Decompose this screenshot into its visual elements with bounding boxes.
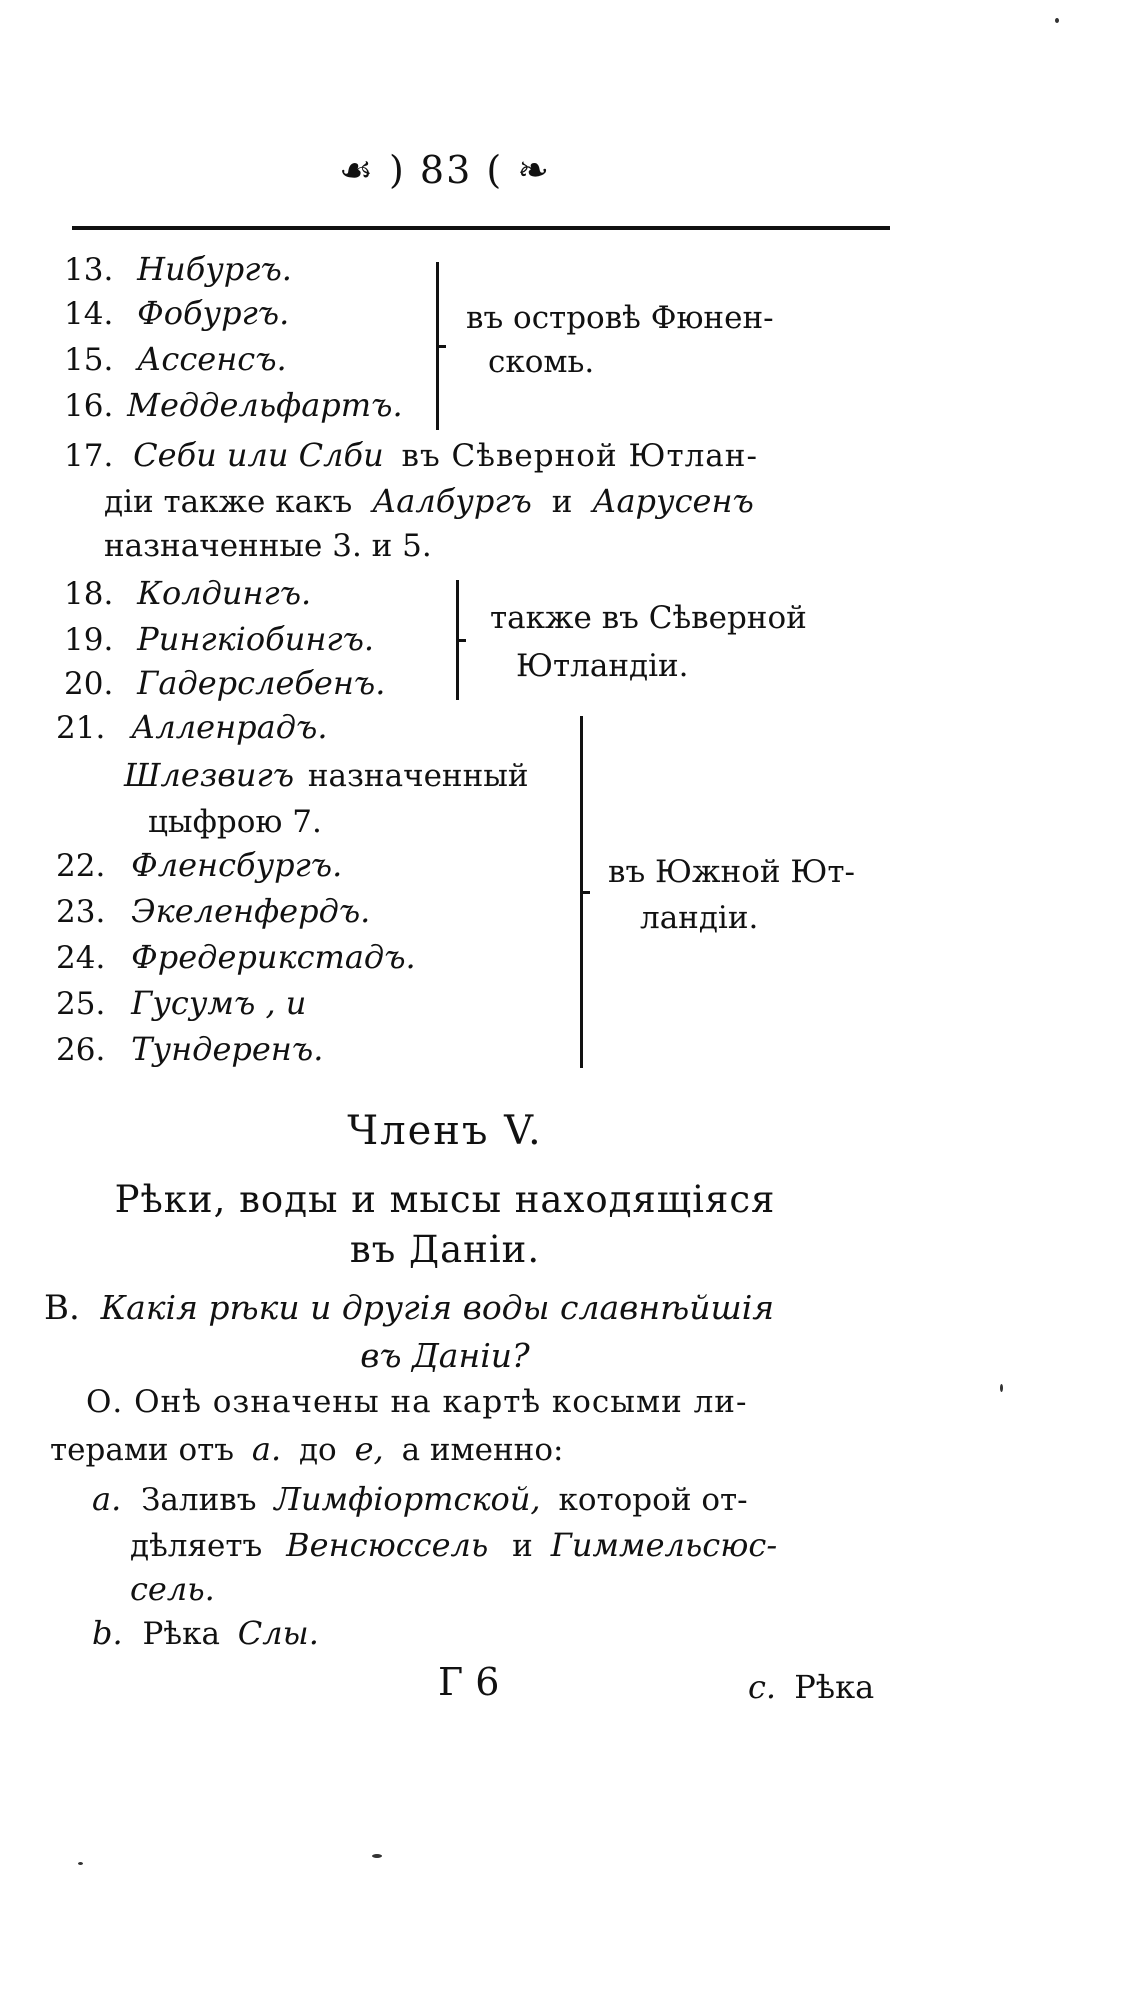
list-item: 15. Ассенсъ. [64, 340, 287, 378]
section-title: въ Даніи. [349, 1228, 541, 1271]
answer-item-a: а. Заливъ Лимфіортской, которой от- [92, 1480, 748, 1518]
answer-item-a-continued: сель. [130, 1570, 215, 1608]
answer-item-b: b. Рѣка Слы. [92, 1614, 319, 1652]
group-label: также въ Сѣверной [490, 600, 807, 636]
list-item-continued: цыфрою 7. [148, 804, 322, 840]
list-item: 25. Гусумъ , и [56, 984, 307, 1022]
paper-speck [1055, 18, 1059, 23]
question-continued: въ Даніи? [360, 1336, 530, 1375]
answer-item-a-continued: дѣляетъ Венсюссель и Гиммельсюс- [130, 1526, 778, 1564]
answer-line: О. Онѣ означены на картѣ косыми ли- [86, 1384, 748, 1420]
running-header: ☙ ) 83 ( ❧ [338, 148, 552, 192]
group-brace [436, 262, 453, 430]
section-title: Рѣки, воды и мысы находящіяся [114, 1178, 776, 1221]
list-item-continued: Шлезвигъ назначенный [124, 756, 529, 794]
group-label: въ Южной Ют- [608, 854, 856, 890]
catchword: с. Рѣка [748, 1668, 875, 1706]
list-item-continued: діи также какъ Аалбургъ и Аарусенъ [104, 482, 754, 520]
list-item: 22. Фленсбургъ. [56, 846, 343, 884]
list-item: 24. Фредерикстадъ. [56, 938, 416, 976]
signature-mark: Г 6 [438, 1660, 500, 1704]
list-item: 13. Нибургъ. [64, 250, 292, 288]
list-item: 21. Алленрадъ. [56, 708, 328, 746]
paper-speck [372, 1854, 382, 1858]
group-label: въ островѣ Фюнен- [466, 300, 774, 336]
list-item: 17. Себи или Слби въ Сѣверной Ютлан- [64, 436, 758, 474]
list-item: 20. Гадерслебенъ. [64, 664, 386, 702]
list-item-continued: назначенные 3. и 5. [104, 528, 432, 564]
group-brace [580, 716, 597, 1068]
paper-speck [78, 1862, 83, 1865]
group-label: ландіи. [640, 900, 759, 936]
list-item: 14. Фобургъ. [64, 294, 290, 332]
list-item: 23. Экеленфердъ. [56, 892, 371, 930]
paper-speck [1000, 1384, 1003, 1392]
group-label: Ютландіи. [516, 648, 689, 684]
list-item: 16. Меддельфартъ. [64, 386, 403, 424]
group-label: скомь. [488, 344, 595, 380]
list-item: 19. Рингкіобингъ. [64, 620, 375, 658]
answer-line: терами отъ а. до е, а именно: [50, 1430, 564, 1468]
header-rule [72, 226, 890, 230]
question: В. Какія рѣки и другія воды славнѣйшія [44, 1288, 775, 1328]
group-brace [456, 580, 473, 700]
section-chapter: Членъ V. [347, 1108, 543, 1154]
list-item: 18. Колдингъ. [64, 574, 312, 612]
list-item: 26. Тундеренъ. [56, 1030, 324, 1068]
